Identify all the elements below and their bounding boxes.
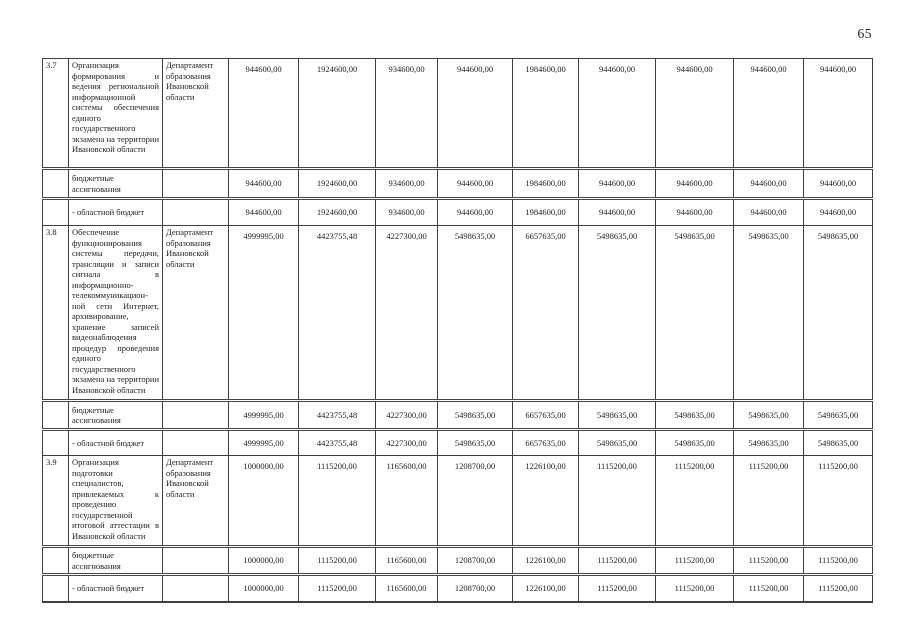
amount-cell: 1115200,00 [734, 547, 804, 575]
amount-cell: 5498635,00 [804, 226, 873, 401]
empty-cell [43, 401, 69, 430]
amount-cell: 5498635,00 [804, 430, 873, 456]
amount-cell: 5498635,00 [579, 226, 656, 401]
amount-cell: 5498635,00 [734, 430, 804, 456]
amount-cell: 1226100,00 [513, 575, 579, 602]
table-row [43, 169, 873, 199]
amount-cell: 1208700,00 [438, 575, 513, 602]
empty-cell [163, 169, 229, 199]
amount-cell: 934600,00 [376, 59, 438, 169]
amount-cell: 1226100,00 [513, 547, 579, 575]
amount-cell: 4423755,48 [299, 430, 376, 456]
amount-cell: 1115200,00 [579, 456, 656, 547]
amount-cell: 4423755,48 [299, 226, 376, 401]
amount-cell: 944600,00 [438, 199, 513, 226]
budget-table [42, 58, 873, 603]
amount-cell: 6657635,00 [513, 430, 579, 456]
table-row [43, 430, 873, 456]
amount-cell: 944600,00 [656, 59, 734, 169]
amount-cell: 1984600,00 [513, 169, 579, 199]
amount-cell: 4999995,00 [229, 401, 299, 430]
table-row [43, 401, 873, 430]
amount-cell: 944600,00 [229, 59, 299, 169]
amount-cell: 5498635,00 [438, 226, 513, 401]
amount-cell: 934600,00 [376, 199, 438, 226]
amount-cell: 1924600,00 [299, 59, 376, 169]
executor-department: Департамент образования Ивановской области [163, 456, 229, 547]
empty-cell [163, 575, 229, 602]
table-row [43, 226, 873, 401]
subrow-label: бюджетные ассигнования [69, 401, 163, 430]
amount-cell: 944600,00 [229, 169, 299, 199]
amount-cell: 4999995,00 [229, 430, 299, 456]
amount-cell: 1115200,00 [734, 456, 804, 547]
amount-cell: 1000000,00 [229, 547, 299, 575]
page-number: 65 [857, 26, 872, 41]
measure-description: Организация подготовки специалистов, привлекаемых к проведению государственной итоговой аттестации в Ивановской области [69, 456, 163, 547]
amount-cell: 944600,00 [656, 199, 734, 226]
subrow-label: - областной бюджет [69, 430, 163, 456]
amount-cell: 1000000,00 [229, 575, 299, 602]
amount-cell: 1115200,00 [299, 456, 376, 547]
amount-cell: 944600,00 [804, 59, 873, 169]
amount-cell: 1115200,00 [656, 575, 734, 602]
amount-cell: 1226100,00 [513, 456, 579, 547]
amount-cell: 1165600,00 [376, 456, 438, 547]
empty-cell [43, 199, 69, 226]
amount-cell: 1984600,00 [513, 59, 579, 169]
amount-cell: 944600,00 [804, 169, 873, 199]
amount-cell: 1208700,00 [438, 456, 513, 547]
amount-cell: 5498635,00 [438, 430, 513, 456]
amount-cell: 4227300,00 [376, 226, 438, 401]
empty-cell [163, 430, 229, 456]
amount-cell: 5498635,00 [579, 430, 656, 456]
amount-cell: 5498635,00 [734, 226, 804, 401]
measure-description: Обеспечение функционирования системы передачи, трансляции и записи сигнала в информационно-телекоммуникацион-ной сети Интернет, архивирование, хранение записей видеонаблюдения процедур проведения единого государственного экзамена на территории Ивановской области [69, 226, 163, 401]
table-row [43, 59, 873, 169]
measure-description: Организация формирования и ведения региональной информационной системы обеспечения единого государственного экзамена на территории Ивановской области [69, 59, 163, 169]
table-row [43, 547, 873, 575]
subrow-label: бюджетные ассигнования [69, 547, 163, 575]
subrow-label: - областной бюджет [69, 575, 163, 602]
amount-cell: 944600,00 [656, 169, 734, 199]
amount-cell: 944600,00 [579, 199, 656, 226]
empty-cell [43, 430, 69, 456]
amount-cell: 5498635,00 [734, 401, 804, 430]
amount-cell: 4227300,00 [376, 401, 438, 430]
row-number: 3.9 [43, 456, 69, 547]
amount-cell: 1115200,00 [804, 456, 873, 547]
amount-cell: 4423755,48 [299, 401, 376, 430]
subrow-label: - областной бюджет [69, 199, 163, 226]
amount-cell: 944600,00 [734, 199, 804, 226]
amount-cell: 1115200,00 [734, 575, 804, 602]
amount-cell: 4999995,00 [229, 226, 299, 401]
empty-cell [43, 547, 69, 575]
amount-cell: 1924600,00 [299, 199, 376, 226]
amount-cell: 5498635,00 [656, 430, 734, 456]
subrow-label: бюджетные ассигнования [69, 169, 163, 199]
amount-cell: 944600,00 [438, 169, 513, 199]
amount-cell: 944600,00 [734, 169, 804, 199]
amount-cell: 1115200,00 [299, 547, 376, 575]
amount-cell: 1115200,00 [579, 547, 656, 575]
amount-cell: 1984600,00 [513, 199, 579, 226]
amount-cell: 1208700,00 [438, 547, 513, 575]
amount-cell: 944600,00 [579, 59, 656, 169]
empty-cell [43, 575, 69, 602]
amount-cell: 944600,00 [804, 199, 873, 226]
amount-cell: 4227300,00 [376, 430, 438, 456]
empty-cell [43, 169, 69, 199]
table-row [43, 199, 873, 226]
amount-cell: 1115200,00 [656, 547, 734, 575]
amount-cell: 5498635,00 [656, 226, 734, 401]
amount-cell: 944600,00 [734, 59, 804, 169]
amount-cell: 1115200,00 [579, 575, 656, 602]
executor-department: Департамент образования Ивановской области [163, 59, 229, 169]
amount-cell: 1115200,00 [299, 575, 376, 602]
row-number: 3.8 [43, 226, 69, 401]
amount-cell: 944600,00 [579, 169, 656, 199]
amount-cell: 1115200,00 [656, 456, 734, 547]
executor-department: Департамент образования Ивановской области [163, 226, 229, 401]
amount-cell: 1115200,00 [804, 575, 873, 602]
amount-cell: 5498635,00 [804, 401, 873, 430]
amount-cell: 5498635,00 [656, 401, 734, 430]
row-number: 3.7 [43, 59, 69, 169]
amount-cell: 944600,00 [438, 59, 513, 169]
amount-cell: 1924600,00 [299, 169, 376, 199]
amount-cell: 934600,00 [376, 169, 438, 199]
amount-cell: 6657635,00 [513, 226, 579, 401]
amount-cell: 944600,00 [229, 199, 299, 226]
amount-cell: 1165600,00 [376, 547, 438, 575]
amount-cell: 1115200,00 [804, 547, 873, 575]
empty-cell [163, 199, 229, 226]
amount-cell: 5498635,00 [438, 401, 513, 430]
amount-cell: 1000000,00 [229, 456, 299, 547]
table-row [43, 456, 873, 547]
table-row [43, 575, 873, 602]
empty-cell [163, 401, 229, 430]
amount-cell: 5498635,00 [579, 401, 656, 430]
amount-cell: 6657635,00 [513, 401, 579, 430]
empty-cell [163, 547, 229, 575]
amount-cell: 1165600,00 [376, 575, 438, 602]
